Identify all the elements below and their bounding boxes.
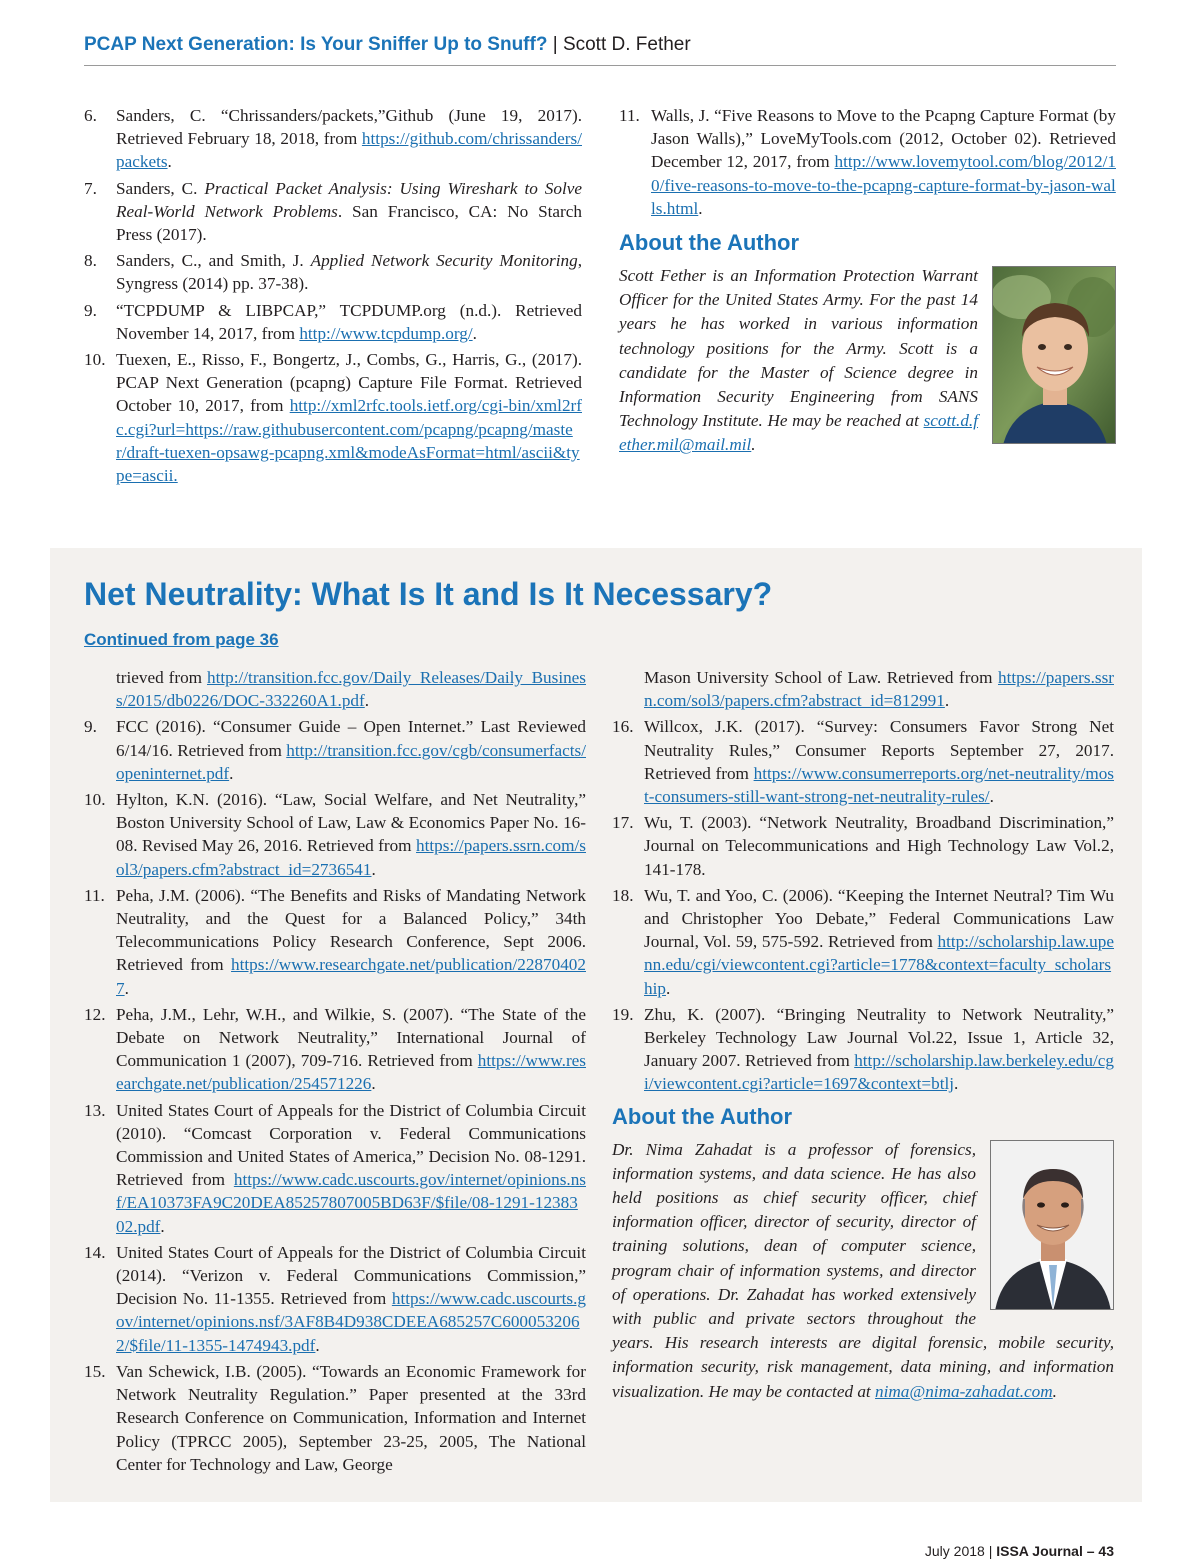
reference-link[interactable]: https://papers.ssrn.com/sol3/papers.cfm?abstract_id=2736541: [116, 836, 586, 879]
reference-item: 10. Tuexen, E., Risso, F., Bongertz, J., Combs, G., Harris, G., (2017). PCAP Next Generation (pcapng) Capture File Format. Retrieved October 10, 2017, from http://xml2rfc.tools.ietf.org/cgi-bin/xml2rfc.cgi?url=https://raw.githubusercontent.com/pcapng/pcapng/master/draft-tuexen-opsawg-pcapng.xml&modeAsFormat=html/ascii&type=ascii.: [84, 350, 582, 486]
author-bio: Scott Fether is an Information Protection Warrant Officer for the United States Army. For the past 14 years he has worked in various information technology positions for the Army. Scott is a candidate for the Master of Science degree in Information Security Engineering from SANS Technology Institute. He may be reached at scott.d.fether.mil@mail.mil.: [619, 264, 1116, 458]
article-references-left: [84, 666, 586, 1479]
reference-link[interactable]: https://www.consumerreports.org/net-neutrality/most-consumers-still-want-strong-net-neutrality-rules/: [644, 763, 1114, 807]
reference-link[interactable]: http://xml2rfc.tools.ietf.org/cgi-bin/xml2rfc.cgi?url=https://raw.githubusercontent.com/pcapng/pcapng/master/draft-tuexen-opsawg-pcapng.xml&modeAsFormat=html/ascii&type=ascii.: [116, 396, 582, 486]
running-head-author: Scott D. Fether: [562, 34, 691, 55]
reference-item: 11. Walls, J. “Five Reasons to Move to the Pcapng Capture Format (by Jason Walls),” LoveMyTools.com (2012, October 02). Retrieved December 12, 2017, from http://www.lovemytool.com/blog/2012/10/five-reasons-to-move-to-the-pcapng-capture-format-by-jason-walls.html.: [619, 106, 1116, 218]
reference-link[interactable]: http://scholarship.law.upenn.edu/cgi/viewcontent.cgi?article=1778&context=faculty_scholarship: [644, 932, 1114, 998]
running-head: [84, 34, 1116, 66]
reference-item: 9. FCC (2016). “Consumer Guide – Open Internet.” Last Reviewed 6/14/16. Retrieved from http://transition.fcc.gov/cgb/consumerfacts/openinternet.pdf.: [84, 717, 586, 783]
about-author-heading: About the Author: [612, 1103, 793, 1129]
about-author-section: [612, 1104, 1114, 1404]
reference-link[interactable]: https://www.researchgate.net/publication/228704027: [116, 955, 586, 998]
reference-link[interactable]: http://transition.fcc.gov/cgb/consumerfacts/openinternet.pdf: [116, 740, 586, 783]
reference-item: 18. Wu, T. and Yoo, C. (2006). “Keeping the Internet Neutral? Tim Wu and Christopher Yoo Debate,” Federal Communications Law Journal, Vol. 59, 575-592. Retrieved from http://scholarship.law.upenn.edu/cgi/viewcontent.cgi?article=1778&context=faculty_scholarship.: [612, 885, 1114, 998]
footer-date: July 2018: [924, 1543, 985, 1559]
page-footer: [925, 1543, 1114, 1559]
about-author-heading: About the Author: [619, 230, 800, 256]
reference-item: 6. Sanders, C. “Chrissanders/packets,”Github (June 19, 2017). Retrieved February 18, 2018, from https://github.com/chrissanders/packets.: [84, 106, 582, 172]
continued-reference-text: trieved from http://transition.fcc.gov/Daily_Releases/Daily_Business/2015/db0226/DOC-332260A1.pdf.: [116, 668, 586, 711]
reference-item: 8. Sanders, C., and Smith, J. Applied Network Security Monitoring, Syngress (2014) pp. 37-38).: [84, 251, 582, 294]
running-head-title: PCAP Next Generation: Is Your Sniffer Up to Snuff?: [84, 34, 548, 55]
reference-link[interactable]: http://transition.fcc.gov/Daily_Releases/Daily_Business/2015/db0226/DOC-332260A1.pdf: [116, 668, 586, 711]
reference-link[interactable]: http://www.tcpdump.org/: [299, 323, 473, 343]
reference-item: 10. Hylton, K.N. (2016). “Law, Social Welfare, and Net Neutrality,” Boston University School of Law, Law & Economics Paper No. 16-08. Revised May 26, 2016. Retrieved from https://papers.ssrn.com/sol3/papers.cfm?abstract_id=2736541.: [84, 790, 586, 879]
continued-reference-text: Mason University School of Law. Retrieved from https://papers.ssrn.com/sol3/papers.cfm?abstract_id=812991.: [644, 668, 1114, 711]
reference-item: 9. “TCPDUMP & LIBPCAP,” TCPDUMP.org (n.d.). Retrieved November 14, 2017, from http://www.tcpdump.org/.: [84, 300, 582, 343]
reference-item: 17. Wu, T. (2003). “Network Neutrality, Broadband Discrimination,” Journal on Telecommunications and High Technology Law Vol.2, 141-178.: [612, 813, 1114, 879]
reference-item: 19. Zhu, K. (2007). “Bringing Neutrality to Network Neutrality,” Berkeley Technology Law Journal Vol.22, Issue 1, Article 32, January 2007. Retrieved from http://scholarship.law.berkeley.edu/cgi/viewcontent.cgi?article=1697&context=btlj.: [612, 1004, 1114, 1094]
reference-item: 11. Peha, J.M. (2006). “The Benefits and Risks of Mandating Network Neutrality, and the Quest for a Balanced Policy,” 34th Telecommunications Policy Research Conference, Sept 2006. Retrieved from https://www.researchgate.net/publication/228704027.: [84, 885, 586, 998]
about-author-section: [619, 230, 1116, 458]
article-references-right: [612, 666, 1114, 1404]
author-photo-zahadat: [990, 1140, 1114, 1310]
footer-separator: |: [988, 1543, 993, 1559]
article-title: Net Neutrality: What Is It and Is It Necessary?: [84, 576, 773, 612]
author-email-link[interactable]: nima@nima-zahadat.com: [875, 1381, 1053, 1401]
footer-page-number: – 43: [1086, 1543, 1114, 1559]
author-bio: Dr. Nima Zahadat is a professor of forensics, information systems, and data science. He has also held positions as chief security officer, chief information officer, director of security, director of training solutions, dean of computer science, program chair of information systems, and director of operations. Dr. Zahadat has worked extensively with public and private sectors throughout the years. His research interests are digital forensic, mobile security, information security, risk management, data mining, and information visualization. He may be contacted at nima@nima-zahadat.com.: [612, 1139, 1114, 1401]
continued-from-link[interactable]: Continued from page 36: [84, 630, 279, 649]
reference-link[interactable]: https://www.researchgate.net/publication/254571226: [116, 1051, 586, 1094]
reference-item: 7. Sanders, C. Practical Packet Analysis: Using Wireshark to Solve Real-World Network Problems. San Francisco, CA: No Starch Press (2017).: [84, 178, 582, 245]
reference-link[interactable]: http://scholarship.law.berkeley.edu/cgi/viewcontent.cgi?article=1697&context=btlj: [644, 1051, 1114, 1094]
reference-item: 15. Van Schewick, I.B. (2005). “Towards an Economic Framework for Network Neutrality Regulation.” Paper presented at the 33rd Research Conference on Communication, Information and Internet Policy (TPRCC 2005), September 23-25, 2005, The National Center for Technology and Law, George: [84, 1361, 586, 1474]
reference-link[interactable]: https://github.com/chrissanders/packets: [116, 129, 582, 172]
reference-link[interactable]: https://papers.ssrn.com/sol3/papers.cfm?abstract_id=812991: [644, 668, 1114, 711]
footer-journal: ISSA Journal: [996, 1543, 1083, 1559]
reference-item: 16. Willcox, J.K. (2017). “Survey: Consumers Favor Strong Net Neutrality Rules,” Consumer Reports September 27, 2017. Retrieved from https://www.consumerreports.org/net-neutrality/most-consumers-still-want-strong-net-neutrality-rules/.: [612, 717, 1114, 807]
reference-item: 12. Peha, J.M., Lehr, W.H., and Wilkie, S. (2007). “The State of the Debate on Network Neutrality,” International Journal of Communication 1 (2007), 709-716. Retrieved from https://www.researchgate.net/publication/254571226.: [84, 1004, 586, 1094]
reference-link[interactable]: https://www.cadc.uscourts.gov/internet/opinions.nsf/3AF8B4D938CDEEA685257C6000532062/$file/11-1355-1474943.pdf: [116, 1289, 586, 1355]
reference-item: 13. United States Court of Appeals for the District of Columbia Circuit (2010). “Comcast Corporation v. Federal Communications Commission and United States of America,” Decision No. 08-1291. Retrieved from https://www.cadc.uscourts.gov/internet/opinions.nsf/EA10373FA9C20DEA85257807005BD63F/$file/08-1291-1238302.pdf.: [84, 1100, 586, 1236]
reference-link[interactable]: http://www.lovemytool.com/blog/2012/10/five-reasons-to-move-to-the-pcapng-capture-format-by-jason-walls.html: [651, 152, 1116, 218]
author-email-link[interactable]: scott.d.fether.mil@mail.mil: [619, 411, 978, 455]
reference-link[interactable]: https://www.cadc.uscourts.gov/internet/opinions.nsf/EA10373FA9C20DEA85257807005BD63F/$file/08-1291-1238302.pdf: [116, 1170, 586, 1236]
author-photo-fether: [992, 266, 1116, 444]
top-references-left: [84, 104, 582, 490]
running-head-separator: |: [552, 34, 558, 55]
reference-item: 14. United States Court of Appeals for the District of Columbia Circuit (2014). “Verizon v. Federal Communications Commission,” Decision No. 11-1355. Retrieved from https://www.cadc.uscourts.gov/internet/opinions.nsf/3AF8B4D938CDEEA685257C6000532062/$file/11-1355-1474943.pdf.: [84, 1242, 586, 1355]
top-references-right: [619, 104, 1116, 458]
